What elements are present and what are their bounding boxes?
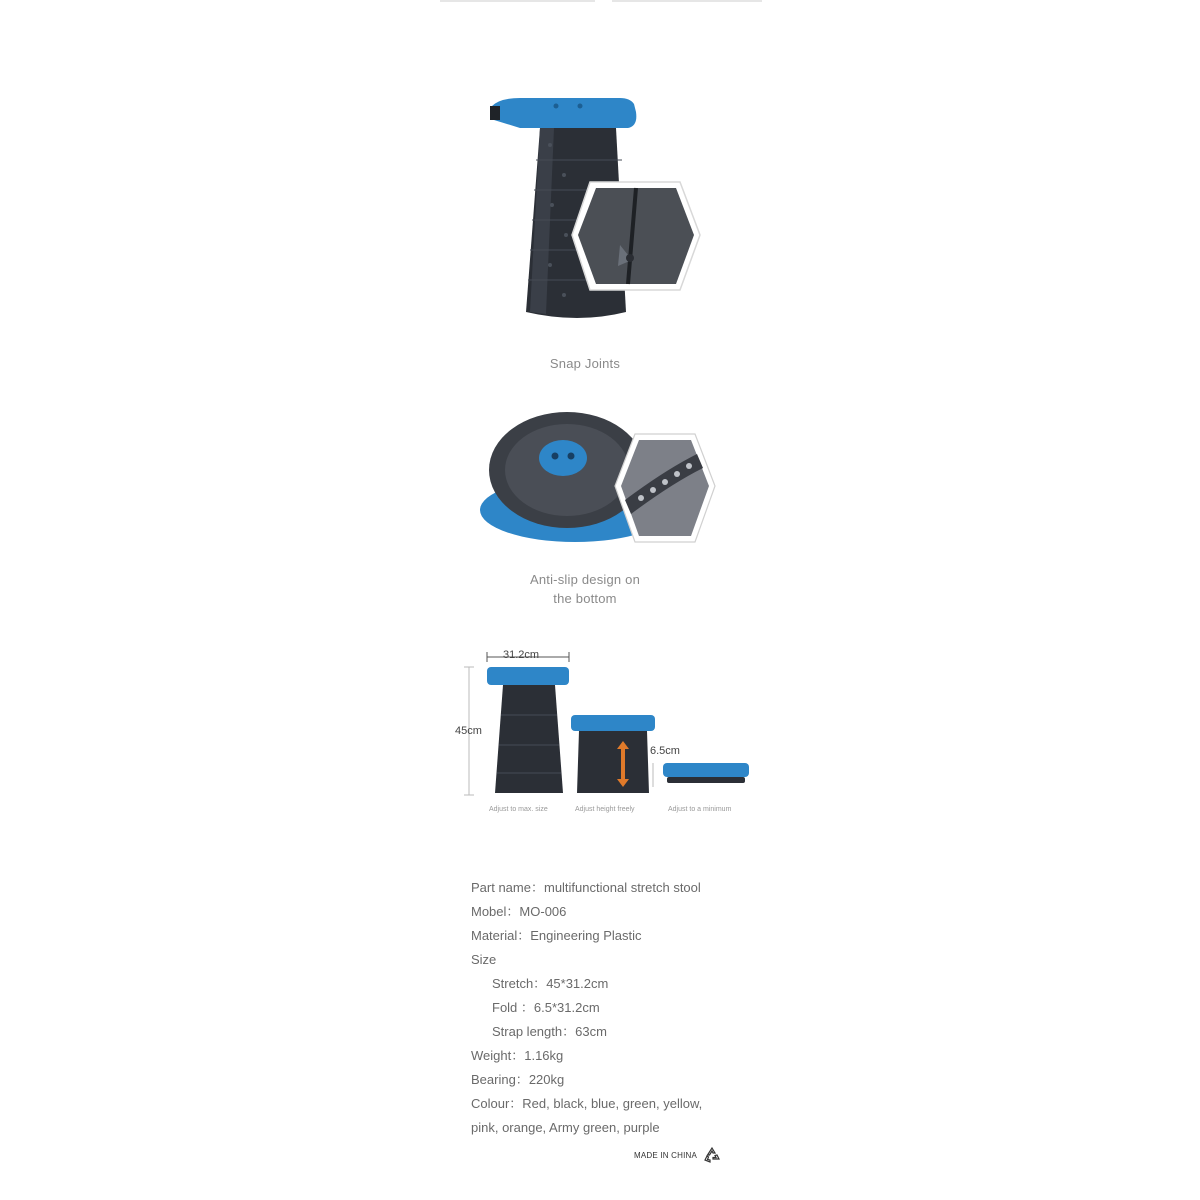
spec-value: MO-006 bbox=[519, 904, 567, 919]
stool-dimensions-image bbox=[455, 645, 755, 825]
spec-row bbox=[471, 948, 791, 972]
made-in-china-mark bbox=[634, 1146, 721, 1164]
spec-row bbox=[471, 1044, 791, 1068]
caption-anti-slip-line1: Anti-slip design on bbox=[529, 572, 641, 587]
spec-row bbox=[471, 900, 791, 924]
caption-snap-joints: Snap Joints bbox=[549, 356, 621, 371]
spec-label: Weight： bbox=[471, 1048, 525, 1063]
made-in-label: MADE IN CHINA bbox=[634, 1150, 698, 1160]
spec-list bbox=[471, 876, 791, 1140]
spec-row bbox=[471, 1092, 791, 1116]
dimension-caption-free: Adjust height freely bbox=[575, 806, 635, 813]
spec-label: Material： bbox=[471, 928, 531, 943]
spec-label: Size bbox=[471, 952, 497, 967]
spec-label: Part name： bbox=[471, 880, 544, 895]
stool-snap-joints-image bbox=[480, 90, 720, 330]
spec-label: Colour： bbox=[471, 1096, 523, 1111]
spec-label: Stretch： bbox=[492, 976, 547, 991]
spec-row bbox=[471, 1116, 791, 1140]
spec-value: Engineering Plastic bbox=[530, 928, 642, 943]
spec-row bbox=[471, 876, 791, 900]
spec-label: Fold ： bbox=[492, 1000, 534, 1015]
spec-label: Bearing： bbox=[471, 1072, 529, 1087]
caption-anti-slip bbox=[500, 570, 670, 608]
top-divider-left bbox=[440, 0, 595, 2]
spec-value: Red, black, blue, green, yellow, bbox=[522, 1096, 703, 1111]
spec-value: 45*31.2cm bbox=[546, 976, 609, 991]
recycle-icon bbox=[703, 1146, 721, 1164]
spec-row bbox=[471, 1068, 791, 1092]
dimension-caption-min: Adjust to a minimum bbox=[668, 806, 732, 813]
stool-bottom-image bbox=[475, 410, 725, 550]
caption-anti-slip-line2: the bottom bbox=[553, 591, 617, 606]
spec-row bbox=[471, 996, 791, 1020]
spec-row bbox=[471, 924, 791, 948]
spec-value: 63cm bbox=[575, 1024, 607, 1039]
spec-value: 1.16kg bbox=[524, 1048, 564, 1063]
dimension-width-label: 31.2cm bbox=[503, 649, 540, 661]
spec-row bbox=[471, 1020, 791, 1044]
spec-label: Mobel： bbox=[471, 904, 520, 919]
spec-value: 6.5*31.2cm bbox=[533, 1000, 600, 1015]
spec-value: pink, orange, Army green, purple bbox=[471, 1120, 660, 1135]
spec-value: multifunctional stretch stool bbox=[543, 880, 701, 895]
top-divider-right bbox=[612, 0, 762, 2]
spec-label: Strap length： bbox=[492, 1024, 576, 1039]
dimension-height-label: 45cm bbox=[455, 725, 482, 737]
spec-value: 220kg bbox=[528, 1072, 565, 1087]
dimension-fold-label: 6.5cm bbox=[650, 745, 680, 757]
spec-row bbox=[471, 972, 791, 996]
dimension-caption-max: Adjust to max. size bbox=[489, 806, 548, 813]
